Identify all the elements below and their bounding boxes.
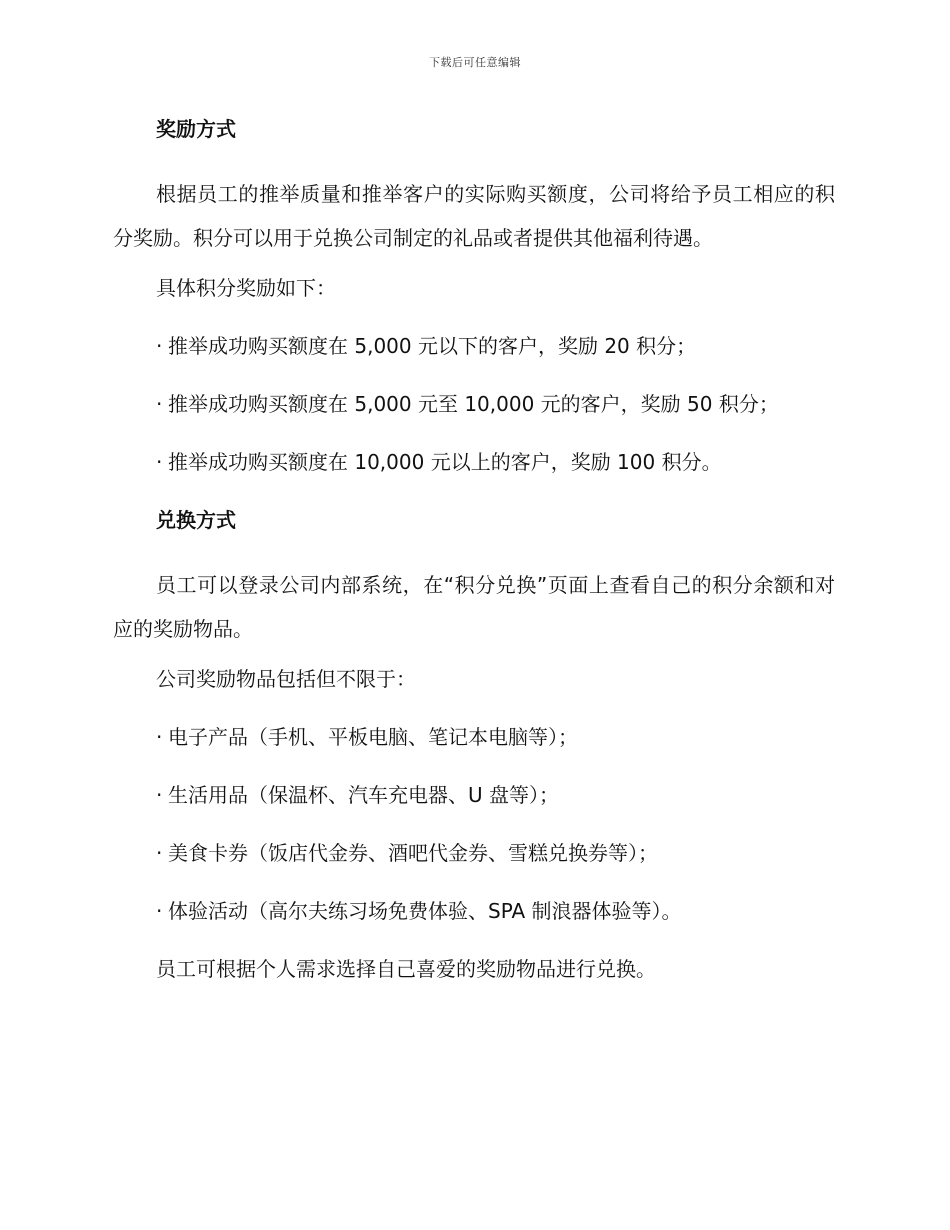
reward-list-item-text: 推举成功购买额度在 5,000 元以下的客户，奖励 20 积分； bbox=[168, 334, 697, 358]
exchange-list-item bbox=[113, 780, 835, 810]
reward-list-item bbox=[113, 331, 835, 361]
bullet-dot: · bbox=[156, 725, 163, 749]
exchange-list-item-text: 美食卡券（饭店代金券、酒吧代金券、雪糕兑换券等）； bbox=[168, 841, 658, 865]
bullet-dot: · bbox=[156, 899, 163, 923]
reward-list-item bbox=[113, 389, 835, 419]
header-note: 下载后可任意编辑 bbox=[429, 56, 521, 69]
bullet-dot: · bbox=[156, 392, 163, 416]
reward-intro-paragraph: 根据员工的推举质量和推举客户的实际购买额度，公司将给予员工相应的积分奖励。积分可以用于兑换公司制定的礼品或者提供其他福利待遇。 bbox=[113, 182, 835, 250]
reward-list-item bbox=[113, 447, 835, 477]
exchange-list-intro: 公司奖励物品包括但不限于： bbox=[156, 667, 416, 691]
exchange-list-item bbox=[113, 722, 835, 752]
section-heading-exchange: 兑换方式 bbox=[156, 508, 236, 532]
reward-list-intro: 具体积分奖励如下： bbox=[156, 276, 336, 300]
exchange-closing-paragraph: 员工可根据个人需求选择自己喜爱的奖励物品进行兑换。 bbox=[156, 957, 656, 981]
document-body bbox=[113, 114, 835, 1012]
exchange-list-item-text: 生活用品（保温杯、汽车充电器、U 盘等）； bbox=[168, 783, 559, 807]
exchange-list-item bbox=[113, 896, 835, 926]
bullet-dot: · bbox=[156, 783, 163, 807]
section-heading-reward: 奖励方式 bbox=[156, 117, 236, 141]
reward-list-item-text: 推举成功购买额度在 10,000 元以上的客户，奖励 100 积分。 bbox=[168, 450, 722, 474]
exchange-list-item-text: 体验活动（高尔夫练习场免费体验、SPA 制浪器体验等）。 bbox=[168, 899, 682, 923]
bullet-dot: · bbox=[156, 334, 163, 358]
exchange-list-item bbox=[113, 838, 835, 868]
exchange-list-item-text: 电子产品（手机、平板电脑、笔记本电脑等）； bbox=[168, 725, 578, 749]
bullet-dot: · bbox=[156, 841, 163, 865]
bullet-dot: · bbox=[156, 450, 163, 474]
reward-list-item-text: 推举成功购买额度在 5,000 元至 10,000 元的客户，奖励 50 积分； bbox=[168, 392, 779, 416]
exchange-intro-paragraph: 员工可以登录公司内部系统，在“积分兑换”页面上查看自己的积分余额和对应的奖励物品。 bbox=[113, 573, 835, 641]
